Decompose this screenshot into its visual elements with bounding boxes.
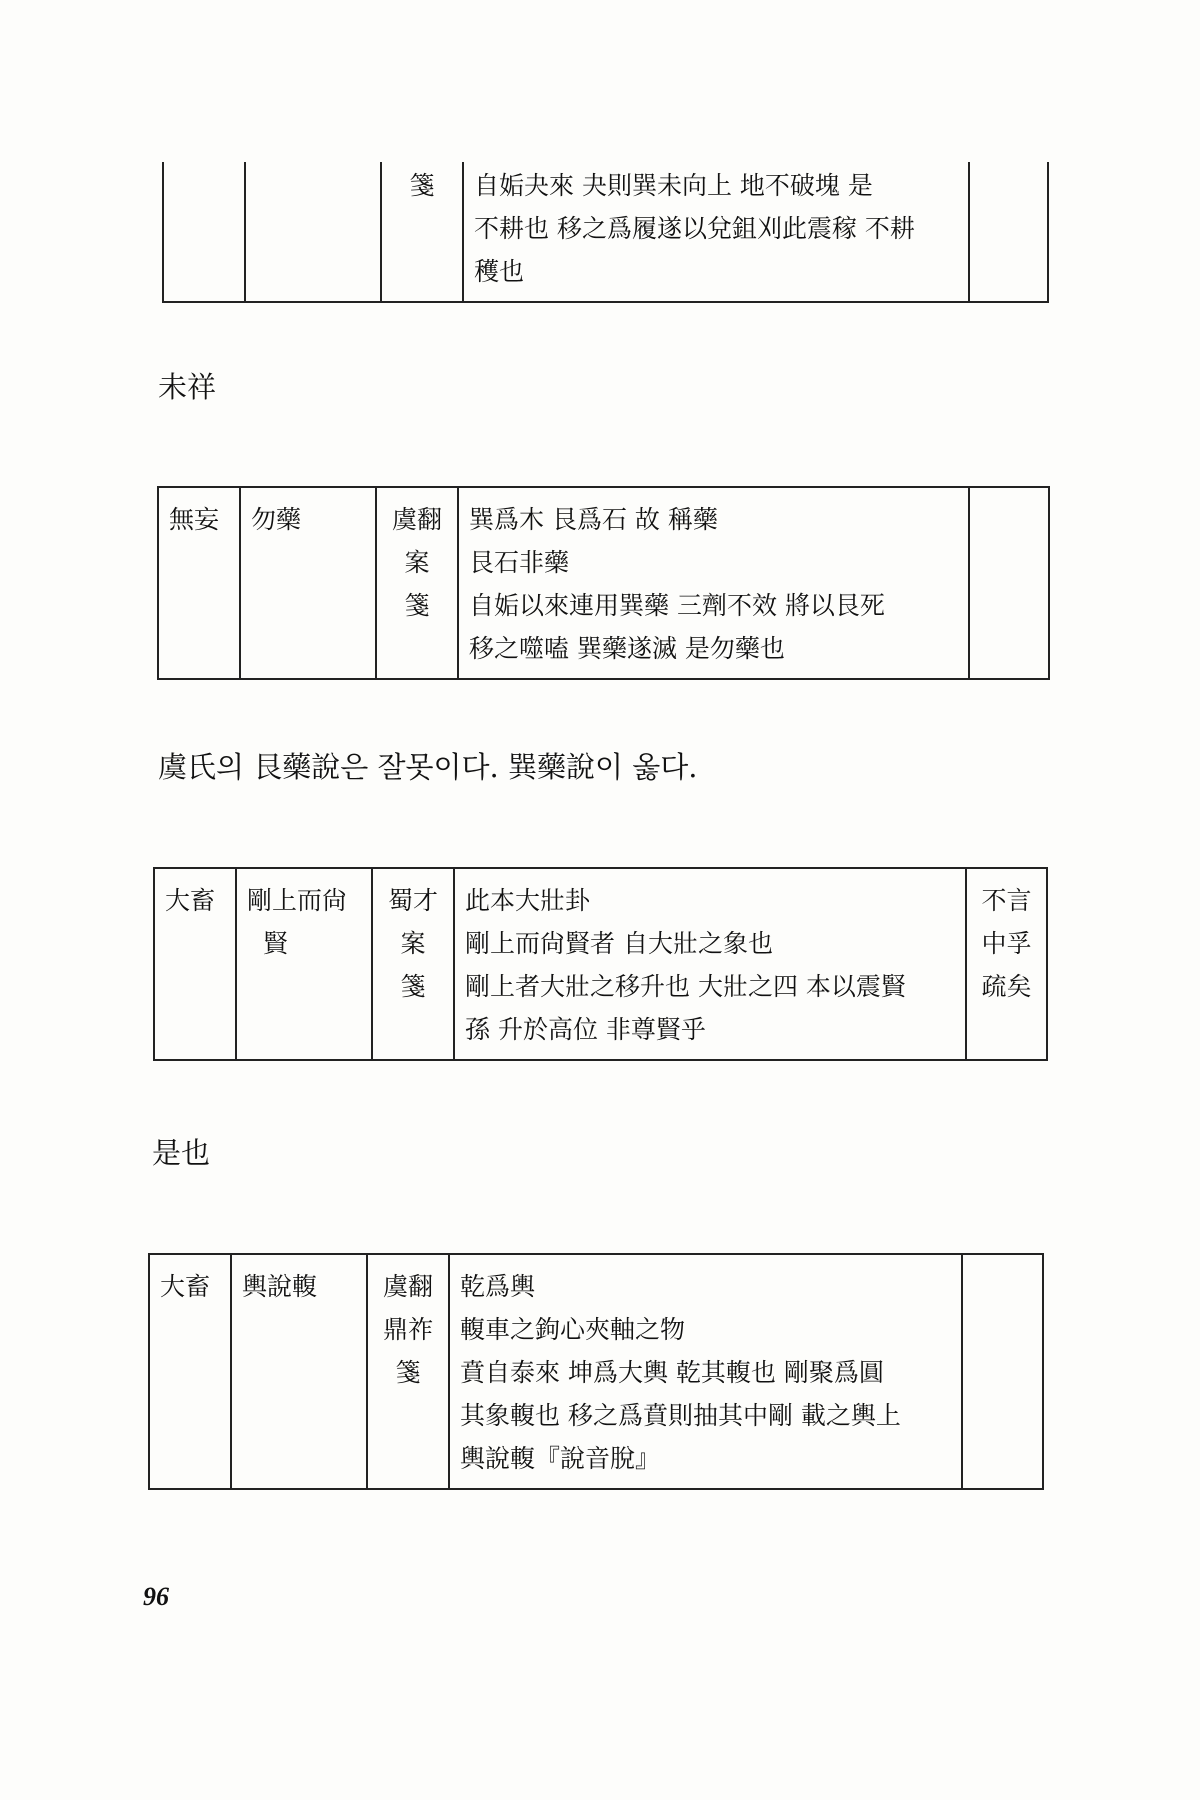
comment-paragraph-2: 虞氏의 艮藥說은 잘못이다. 巽藥說이 옳다.: [158, 750, 698, 784]
comment-paragraph-3: 是也: [152, 1136, 211, 1170]
phrase-cell: 輿說輹: [231, 1254, 367, 1489]
table-row: [149, 1254, 1043, 1489]
commentary-cell: 此本大壯卦 剛上而尙賢者 自大壯之象也 剛上者大壯之移升也 大壯之四 本以震賢 孫 升於高位 非尊賢乎: [454, 868, 966, 1060]
table-row: [154, 868, 1047, 1060]
commentary-cell: 巽爲木 艮爲石 故 稱藥 艮石非藥 自姤以來連用巽藥 三劑不效 將以艮死 移之噬嗑 巽藥遂滅 是勿藥也: [458, 487, 969, 679]
entry-table-2: [157, 486, 1050, 680]
comment-paragraph-1: 未祥: [158, 370, 217, 404]
commentary-cell: 乾爲輿 輹車之鉤心夾軸之物 賁自泰來 坤爲大輿 乾其輹也 剛聚爲圓 其象輹也 移之爲賁則抽其中剛 載之輿上 輿說輹『說音脫』: [449, 1254, 962, 1489]
note-cell: 不言 中孚 疏矣: [966, 868, 1047, 1060]
hexagram-cell: 無妄: [158, 487, 240, 679]
note-cell: [969, 162, 1048, 302]
hexagram-cell: 大畜: [149, 1254, 231, 1489]
source-cell: 蜀才 案 箋: [372, 868, 454, 1060]
phrase-cell: 剛上而尙 賢: [236, 868, 372, 1060]
entry-table-3: [153, 867, 1048, 1061]
note-cell: [962, 1254, 1043, 1489]
source-cell: 箋: [381, 162, 463, 302]
phrase-cell: 勿藥: [240, 487, 376, 679]
hexagram-cell: [163, 162, 245, 302]
table-row: [158, 487, 1049, 679]
source-cell: 虞翻 案 箋: [376, 487, 458, 679]
entry-table-4: [148, 1253, 1044, 1490]
commentary-cell: 自姤夬來 夬則巽未向上 地不破塊 是 不耕也 移之爲履遂以兌鉏刈此震稼 不耕 穫也: [463, 162, 969, 302]
page-number: 96: [143, 1582, 169, 1611]
note-cell: [969, 487, 1049, 679]
source-cell: 虞翻 鼎祚 箋: [367, 1254, 449, 1489]
table-row: [163, 162, 1048, 302]
entry-table-1: [162, 162, 1049, 303]
phrase-cell: [245, 162, 381, 302]
hexagram-cell: 大畜: [154, 868, 236, 1060]
